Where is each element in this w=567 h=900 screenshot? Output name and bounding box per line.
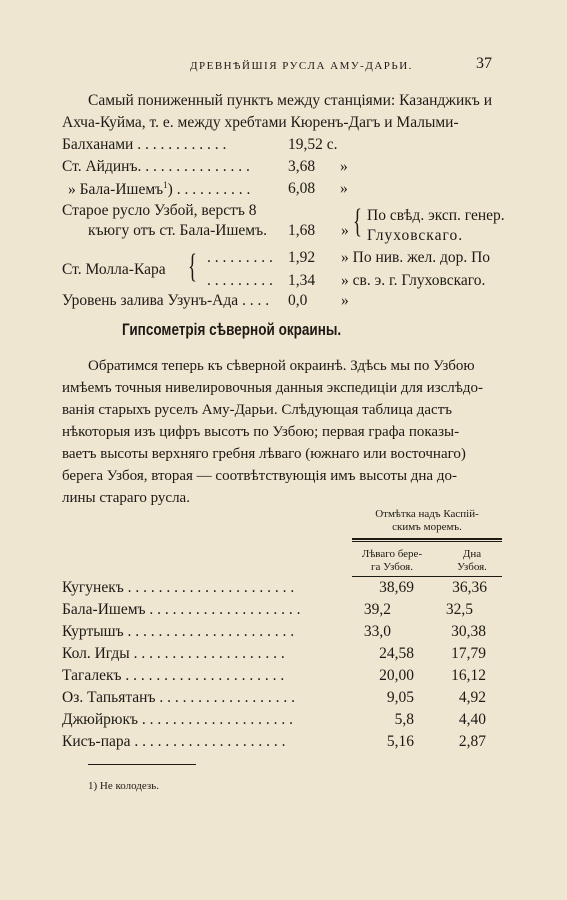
row-left-bank-value: 33,0 — [363, 623, 391, 640]
old-bed-value: 1,68 — [288, 222, 316, 239]
leader-dots: . . . . . . . . . . . . . . . . . . . . — [138, 711, 294, 728]
bay-row — [62, 292, 269, 310]
table-rule — [352, 538, 502, 540]
running-head: ДРЕВНѢЙШІЯ РУСЛА АМУ-ДАРЬИ. — [190, 60, 413, 72]
section-heading: Гипсометрія сѣверной окраины. — [122, 321, 342, 339]
station-value: 6,08 — [288, 180, 316, 197]
bay-label: Уровень залива Узунъ-Ада — [62, 292, 239, 309]
row-bottom-value: 2,87 — [458, 733, 486, 750]
old-bed-note-2: Глуховскаго. — [367, 227, 464, 244]
bay-suffix: » — [341, 292, 349, 309]
intro-line-2: Ахча-Куйма, т. е. между хребтами Кюренъ-Дагъ и Малыми- — [62, 114, 459, 131]
old-bed-suffix: » — [341, 222, 349, 239]
leader-dots: . . . . . . . . . . . . — [133, 136, 227, 153]
leader-dots: . . . . . . . . . . . . . . . . . . . . — [129, 645, 285, 662]
paragraph-line: лины стараго русла. — [62, 490, 190, 506]
paragraph-line: ванія старыхъ руселъ Аму-Дарьи. Слѣдующая таблица дастъ — [62, 402, 453, 418]
row-bottom-value: 30,38 — [451, 623, 486, 640]
molla-kara-value-2: 1,34 — [288, 272, 316, 289]
footnote-mark: 1 — [163, 180, 168, 190]
old-bed-line-2: къюгу отъ ст. Бала-Ишемъ. — [88, 222, 267, 239]
station-label: » Бала-Ишемъ — [68, 181, 164, 199]
table-rule — [352, 541, 502, 542]
row-bottom-value: 4,40 — [458, 711, 486, 728]
footnote-rule — [88, 764, 196, 765]
molla-kara-label: Ст. Молла-Кара — [62, 261, 166, 278]
leader-dots: . . . . . . . . . . . . . . . . . . . . . . — [123, 623, 295, 640]
leader-dots: . . . . — [238, 292, 270, 309]
intro-line-3 — [62, 136, 226, 154]
molla-kara-note-2: » св. э. г. Глуховскаго. — [341, 272, 486, 289]
row-name: Оз. Тапьятанъ — [62, 689, 156, 706]
old-bed-line-1: Старое русло Узбой, верстъ 8 — [62, 202, 257, 219]
row-name: Джюйрюкъ — [62, 711, 139, 728]
table-row — [62, 623, 294, 641]
row-bottom-value: 4,92 — [458, 689, 486, 706]
brace-icon: { — [188, 248, 197, 285]
table-row — [62, 579, 294, 597]
leader-dots: . . . . . . . . . . . . . . . . . . — [155, 689, 295, 706]
row-left-bank-value: 24,58 — [379, 645, 414, 662]
row-left-bank-value: 5,16 — [386, 733, 414, 750]
row-name: Кисъ-пара — [62, 733, 131, 750]
station-row — [62, 158, 250, 176]
row-bottom-value: 16,12 — [451, 667, 486, 684]
column-header-line-2: га Узбоя. — [370, 561, 413, 573]
leader-dots: . . . . . . . . . — [207, 249, 273, 266]
paragraph-line: берега Узбоя, вторая — соотвѣтствующія имъ высоты дна до- — [62, 468, 457, 484]
station-row — [68, 180, 250, 199]
table-row — [62, 733, 286, 751]
paragraph-line: ваетъ высоты верхняго гребня лѣваго (южнаго или восточнаго) — [62, 446, 466, 462]
row-left-bank-value: 9,05 — [386, 689, 414, 706]
column-header-line-2: Узбоя. — [457, 561, 487, 573]
station-label: Ст. Айдинъ — [62, 158, 138, 175]
table-row — [62, 711, 293, 729]
leader-dots: . . . . . . . . . — [207, 272, 273, 289]
bay-value: 0,0 — [288, 292, 308, 309]
station-suffix: » — [340, 158, 348, 175]
station-suffix: » — [340, 180, 348, 197]
station-value: 3,68 — [288, 158, 316, 175]
table-group-header-line-1: Отмѣтка надъ Каспій- — [375, 508, 479, 520]
row-left-bank-value: 20,00 — [379, 667, 414, 684]
row-name: Куртышъ — [62, 623, 124, 640]
table-group-header-line-2: скимъ моремъ. — [392, 521, 462, 533]
row-name: Кол. Игды — [62, 645, 130, 662]
table-group-header — [352, 508, 502, 534]
leader-dots: . . . . . . . . . . . . . . . . . . . . . . — [123, 579, 295, 596]
leader-dots: . . . . . . . . . . . . . . . . . . . . — [145, 601, 301, 618]
row-bottom-value: 32,5 — [445, 601, 473, 618]
table-column-header-bottom — [442, 548, 502, 574]
table-row — [62, 601, 301, 619]
row-bottom-value: 17,79 — [451, 645, 486, 662]
paragraph-line: Обратимся теперь къ сѣверной окраинѣ. Здѣсь мы по Узбою — [88, 358, 475, 374]
paragraph-line: нѣкоторыя изъ цифръ высотъ по Узбою; первая графа показы- — [62, 424, 460, 440]
old-bed-note-1: По свѣд. эксп. генер. — [367, 207, 505, 224]
table-rule — [352, 576, 502, 577]
intro-line-3-label: Балханами — [62, 136, 134, 153]
paragraph-line: имѣемъ точныя нивелировочныя данныя экспедиціи для изслѣдо- — [62, 380, 484, 396]
molla-kara-note-1: » По нив. жел. дор. По — [341, 249, 491, 266]
column-header-line-1: Лѣваго бере- — [361, 548, 423, 560]
row-left-bank-value: 38,69 — [379, 579, 414, 596]
row-name: Кугунекъ — [62, 579, 124, 596]
row-left-bank-value: 39,2 — [363, 601, 391, 618]
page-number: 37 — [476, 55, 492, 72]
leader-dots: . . . . . . . . . . . . . . . — [137, 158, 250, 175]
row-left-bank-value: 5,8 — [394, 711, 414, 728]
intro-line-3-value: 19,52 с. — [288, 136, 338, 153]
row-bottom-value: 36,36 — [452, 579, 487, 596]
table-column-header-left-bank — [352, 548, 432, 574]
row-name: Тагалекъ — [62, 667, 122, 684]
column-header-line-1: Дна — [462, 548, 482, 560]
footnote-paren: ) — [167, 181, 173, 199]
leader-dots: . . . . . . . . . . . . . . . . . . . . . — [121, 667, 285, 684]
row-name: Бала-Ишемъ — [62, 601, 146, 618]
molla-kara-value-1: 1,92 — [288, 249, 316, 266]
leader-dots: . . . . . . . . . . . . . . . . . . . . — [130, 733, 286, 750]
brace-icon: { — [353, 203, 362, 240]
table-row — [62, 667, 284, 685]
table-row — [62, 689, 295, 707]
table-row — [62, 645, 285, 663]
leader-dots: . . . . . . . . . . — [172, 181, 251, 199]
intro-line-1: Самый пониженный пунктъ между станціями: Казанджикъ и — [88, 92, 492, 109]
footnote: 1) Не колодезь. — [88, 780, 160, 792]
